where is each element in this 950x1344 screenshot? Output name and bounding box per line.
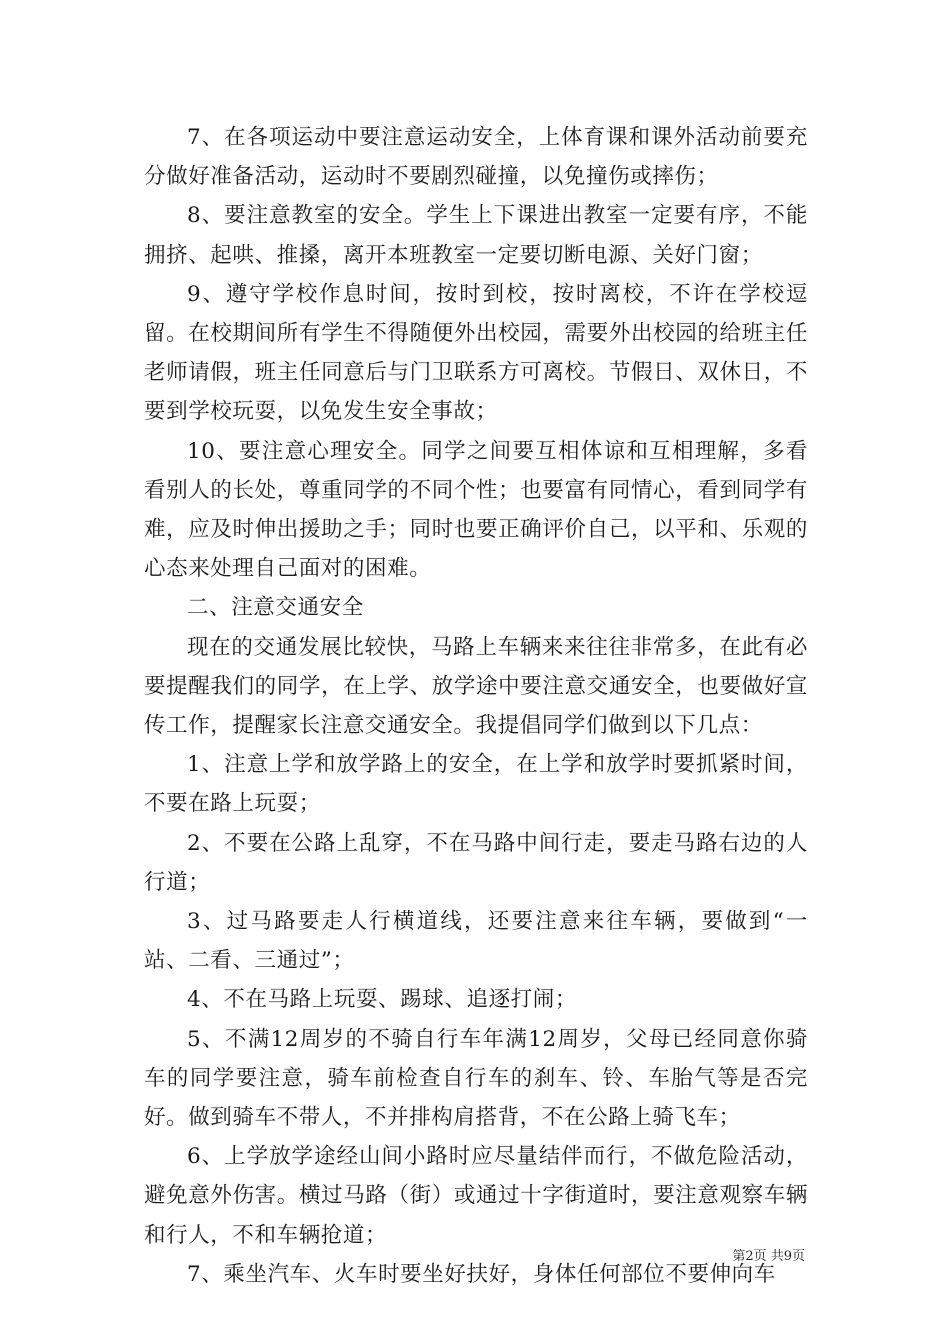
paragraph-traffic-item-3: 3、过马路要走人行横道线，还要注意来往车辆，要做到“一站、二看、三通过”； [144, 909, 808, 974]
section-heading-traffic-safety: 二、注意交通安全 [187, 595, 364, 621]
paragraph-traffic-item-5: 5、不满12周岁的不骑自行车年满12周岁，父母已经同意你骑车的同学要注意，骑车前检查自行车的刹车、铃、车胎气等是否完好。做到骑车不带人，不并排构肩搭背，不在公路上骑飞车； [144, 1026, 808, 1131]
paragraph-traffic-item-2: 2、不要在公路上乱穿，不在马路中间行走，要走马路右边的人行道； [144, 830, 808, 895]
paragraph-traffic-item-6: 6、上学放学途经山间小路时应尽量结伴而行，不做危险活动，避免意外伤害。横过马路（街）或通过十字街道时，要注意观察车辆和行人，不和车辆抢道； [144, 1144, 808, 1248]
paragraph-item-7-sports-safety: 7、在各项运动中要注意运动安全，上体育课和课外活动前要充分做好准备活动，运动时不要剧烈碰撞，以免撞伤或摔伤； [144, 125, 808, 190]
page-number-footer: 第2页 共9页 [732, 1249, 805, 1264]
paragraph-item-10-psychological-safety: 10、要注意心理安全。同学之间要互相体谅和互相理解，多看看别人的长处，尊重同学的不同个性；也要富有同情心，看到同学有难，应及时伸出援助之手；同时也要正确评价自己，以平和、乐观的心态来处理自己面对的困难。 [144, 438, 808, 582]
paragraph-traffic-intro: 现在的交通发展比较快，马路上车辆来来往往非常多，在此有必要提醒我们的同学，在上学、放学途中要注意交通安全，也要做好宣传工作，提醒家长注意交通安全。我提倡同学们做到以下几点： [144, 634, 808, 739]
paragraph-traffic-item-1: 1、注意上学和放学路上的安全，在上学和放学时要抓紧时间，不要在路上玩耍； [144, 752, 808, 817]
paragraph-traffic-item-4: 4、不在马路上玩耍、踢球、追逐打闹； [187, 987, 577, 1013]
document-body [144, 118, 808, 1294]
paragraph-item-9-school-schedule: 9、遵守学校作息时间，按时到校，按时离校，不许在学校逗留。在校期间所有学生不得随便外出校园，需要外出校园的给班主任老师请假，班主任同意后与门卫联系方可离校。节假日、双休日，不要到学校玩耍，以免发生安全事故； [144, 281, 808, 425]
paragraph-traffic-item-7: 7、乘坐汽车、火车时要坐好扶好，身体任何部位不要伸向车 [187, 1261, 776, 1287]
paragraph-item-8-classroom-safety: 8、要注意教室的安全。学生上下课进出教室一定要有序，不能拥挤、起哄、推搡，离开本班教室一定要切断电源、关好门窗； [144, 203, 808, 268]
